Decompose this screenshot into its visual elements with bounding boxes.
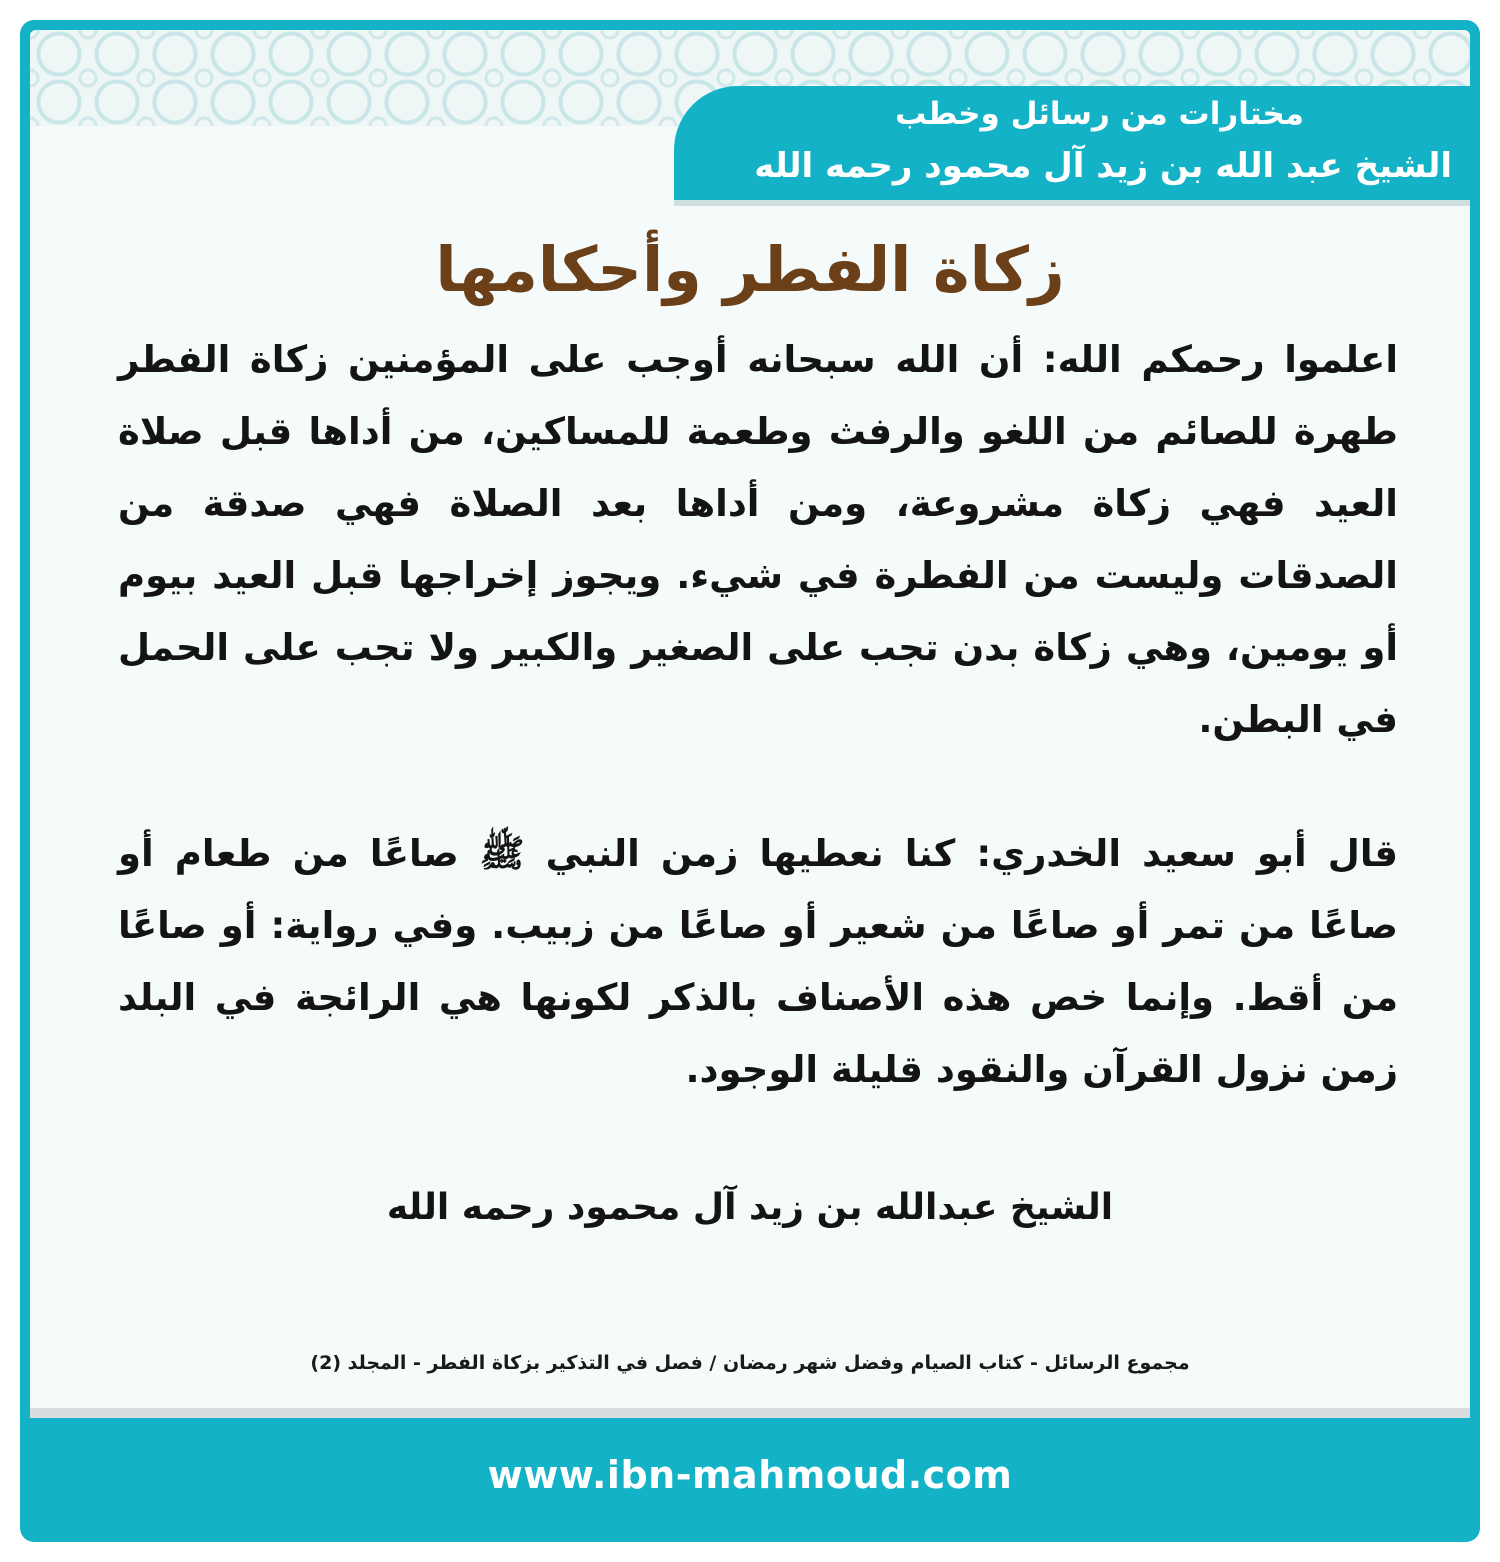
page-title: زكاة الفطر وأحكامها <box>435 233 1065 306</box>
signature: الشيخ عبدالله بن زيد آل محمود رحمه الله <box>386 1187 1114 1228</box>
content-card <box>30 30 1470 1418</box>
header-banner <box>674 86 1470 200</box>
page-frame <box>20 20 1480 1542</box>
body-paragraph: قال أبو سعيد الخدري: كنا نعطيها زمن النبي ﷺ صاعًا من طعام أو صاعًا من تمر أو صاعًا من شعير أو صاعًا من زبيب. وفي رواية: أو صاعًا من أقط. وإنما خص هذه الأصناف بالذكر لكونها هي الرائجة في البلد زمن نزول القرآن والنقود قليلة الوجود. <box>118 832 1398 1091</box>
body-paragraph: اعلموا رحمكم الله: أن الله سبحانه أوجب على المؤمنين زكاة الفطر طهرة للصائم من اللغو والرفث وطعمة للمساكين، من أداها قبل صلاة العيد فهي زكاة مشروعة، ومن أداها بعد الصلاة فهي صدقة من الصدقات وليست من الفطرة في شيء. ويجوز إخراجها قبل العيد بيوم أو يومين، وهي زكاة بدن تجب على الصغير والكبير ولا تجب على الحمل في البطن. <box>118 338 1398 741</box>
source-citation: مجموع الرسائل - كتاب الصيام وفضل شهر رمضان / فصل في التذكير بزكاة الفطر - المجلد (2) <box>310 1352 1190 1374</box>
author-name-header: الشيخ عبد الله بن زيد آل محمود رحمه الله <box>754 146 1452 186</box>
divider <box>30 1408 1470 1418</box>
series-title: مختارات من رسائل وخطب <box>895 96 1304 132</box>
footer-website-link[interactable]: www.ibn-mahmoud.com <box>487 1453 1013 1497</box>
